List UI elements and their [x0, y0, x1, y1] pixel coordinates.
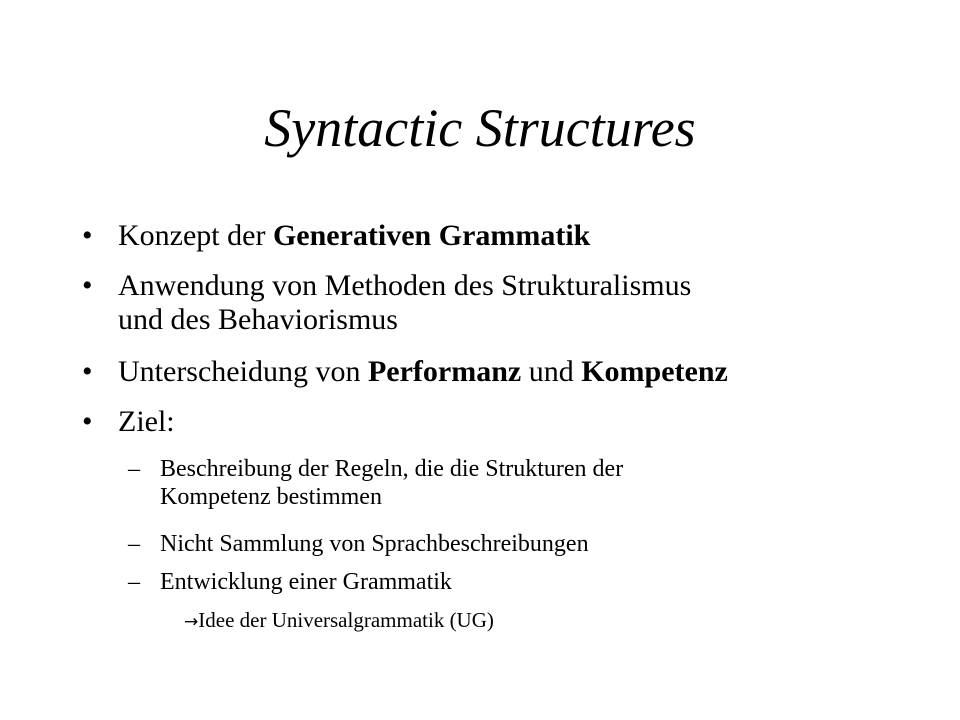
conclusion-text: Idee der Universalgrammatik (UG)	[198, 608, 494, 632]
right-arrow-icon: →	[184, 612, 199, 632]
bullet-text: Ziel:	[118, 405, 175, 438]
sub-dash: –	[128, 569, 140, 595]
slide-title: Syntactic Structures	[264, 98, 696, 158]
bullet-text: Unterscheidung von	[118, 355, 368, 388]
subitem-text-line1: Beschreibung der Regeln, die die Strukturen der	[160, 456, 624, 482]
bullet-bold-performanz: Performanz	[367, 355, 522, 388]
bullet-bold-kompetenz: Kompetenz	[581, 355, 728, 388]
sub-dash: –	[128, 456, 140, 482]
bullet-text-mid: und	[521, 355, 582, 388]
bullet-dot: •	[82, 405, 93, 438]
subitem-text-line2: Kompetenz bestimmen	[160, 484, 382, 510]
bullet-item-methods	[82, 269, 692, 337]
conclusion-line	[184, 607, 494, 635]
bullet-dot: •	[82, 355, 93, 388]
subitem-text: Entwicklung einer Grammatik	[160, 569, 452, 595]
bullet-item-generative-grammar	[82, 219, 591, 253]
bullet-dot: •	[82, 219, 93, 252]
subitem-not-collection	[128, 530, 589, 558]
subitem-rules-description	[128, 455, 624, 511]
bullet-dot: •	[82, 269, 93, 302]
subitem-grammar-development	[128, 568, 452, 596]
bullet-text-line1: Anwendung von Methoden des Strukturalismus	[118, 269, 692, 302]
bullet-item-goal	[82, 405, 175, 439]
bullet-item-performance-competence	[82, 355, 728, 389]
bullet-text-line2: und des Behaviorismus	[118, 303, 398, 336]
subitem-text: Nicht Sammlung von Sprachbeschreibungen	[160, 531, 589, 557]
sub-dash: –	[128, 531, 140, 557]
bullet-bold-text: Generativen Grammatik	[272, 219, 591, 252]
bullet-text: Konzept der	[118, 219, 273, 252]
